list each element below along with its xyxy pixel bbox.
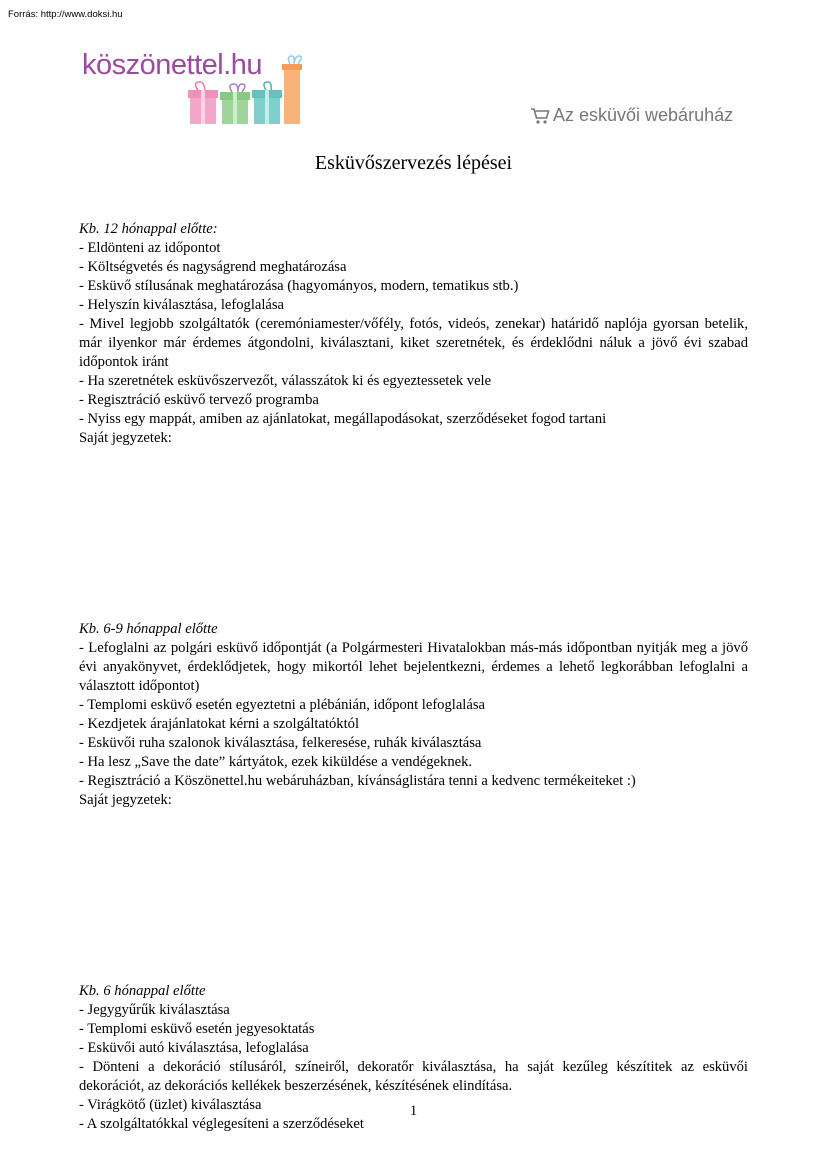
notes-label: Saját jegyzetek:	[79, 430, 172, 446]
section-heading: Kb. 6-9 hónappal előtte	[79, 621, 218, 637]
list-item: - Ha lesz „Save the date” kártyátok, ezek kiküldése a vendégeknek.	[79, 754, 473, 770]
source-line: Forrás: http://www.doksi.hu	[8, 9, 123, 20]
list-item: - Helyszín kiválasztása, lefoglalása	[79, 297, 285, 313]
list-item: - Mivel legjobb szolgáltatók (ceremóniamester/vőfély, fotós, videós, zenekar) határidő naplója gyorsan betelik, már ilyenkor már érdemes átgondolni, kiválasztani, kiket szeretnétek, és érdeklődni náluk a jövő évi szabad időpontok iránt	[79, 316, 748, 370]
section-heading: Kb. 12 hónappal előtte:	[79, 221, 218, 237]
brand-logo	[82, 50, 312, 130]
list-item: - Ha szeretnétek esküvőszervezőt, válasszátok ki és egyeztessetek vele	[79, 373, 492, 389]
list-item: - Kezdjetek árajánlatokat kérni a szolgáltatóktól	[79, 716, 359, 732]
list-item: - Regisztráció a Köszönettel.hu webáruházban, kívánságlistára tenni a kedvenc termékeiteket :)	[79, 773, 636, 789]
list-item: - A szolgáltatókkal véglegesíteni a szerződéseket	[79, 1116, 364, 1132]
list-item: - Regisztráció esküvő tervező programba	[79, 392, 319, 408]
cart-icon	[530, 107, 550, 125]
page-number: 1	[409, 1103, 418, 1119]
section-6-9-months	[79, 620, 748, 810]
page-title: Esküvőszervezés lépései	[314, 152, 513, 174]
section-12-months	[79, 220, 748, 448]
list-item: - Jegygyűrűk kiválasztása	[79, 1002, 230, 1018]
logo-text: köszönettel.hu	[82, 49, 263, 81]
list-item: - Templomi esküvő esetén jegyesoktatás	[79, 1021, 315, 1037]
section-heading: Kb. 6 hónappal előtte	[79, 983, 206, 999]
document-body	[79, 220, 748, 1134]
list-item: - Esküvői ruha szalonok kiválasztása, felkeresése, ruhák kiválasztása	[79, 735, 482, 751]
list-item: - Nyiss egy mappát, amiben az ajánlatokat, megállapodásokat, szerződéseket fogod tartani	[79, 411, 607, 427]
gift-boxes-icon	[186, 54, 306, 126]
list-item: - Lefoglalni az polgári esküvő időpontját (a Polgármesteri Hivatalokban más-más időpontban nyitják meg a jövő évi anyakönyvet, érdeklődjetek, hogy mikortól lehet bejelentkezni, érdemes a lehető legkorábban lefoglalni a választott időpontot)	[79, 640, 748, 694]
list-item: - Virágkötő (üzlet) kiválasztása	[79, 1097, 262, 1113]
list-item: - Eldönteni az időpontot	[79, 240, 221, 256]
list-item: - Esküvő stílusának meghatározása (hagyományos, modern, tematikus stb.)	[79, 278, 519, 294]
webshop-label: Az esküvői webáruház	[553, 105, 734, 125]
list-item: - Esküvői autó kiválasztása, lefoglalása	[79, 1040, 309, 1056]
list-item: - Dönteni a dekoráció stílusáról, színeiről, dekoratőr kiválasztása, ha saját kezűleg készítitek az esküvői dekorációt, az dekorációs kellékek beszerzésének, készítésének elindítása.	[79, 1059, 748, 1094]
list-item: - Templomi esküvő esetén egyeztetni a plébánián, időpont lefoglalása	[79, 697, 485, 713]
webshop-tagline	[530, 105, 733, 126]
list-item: - Költségvetés és nagyságrend meghatározása	[79, 259, 347, 275]
notes-label: Saját jegyzetek:	[79, 792, 172, 808]
